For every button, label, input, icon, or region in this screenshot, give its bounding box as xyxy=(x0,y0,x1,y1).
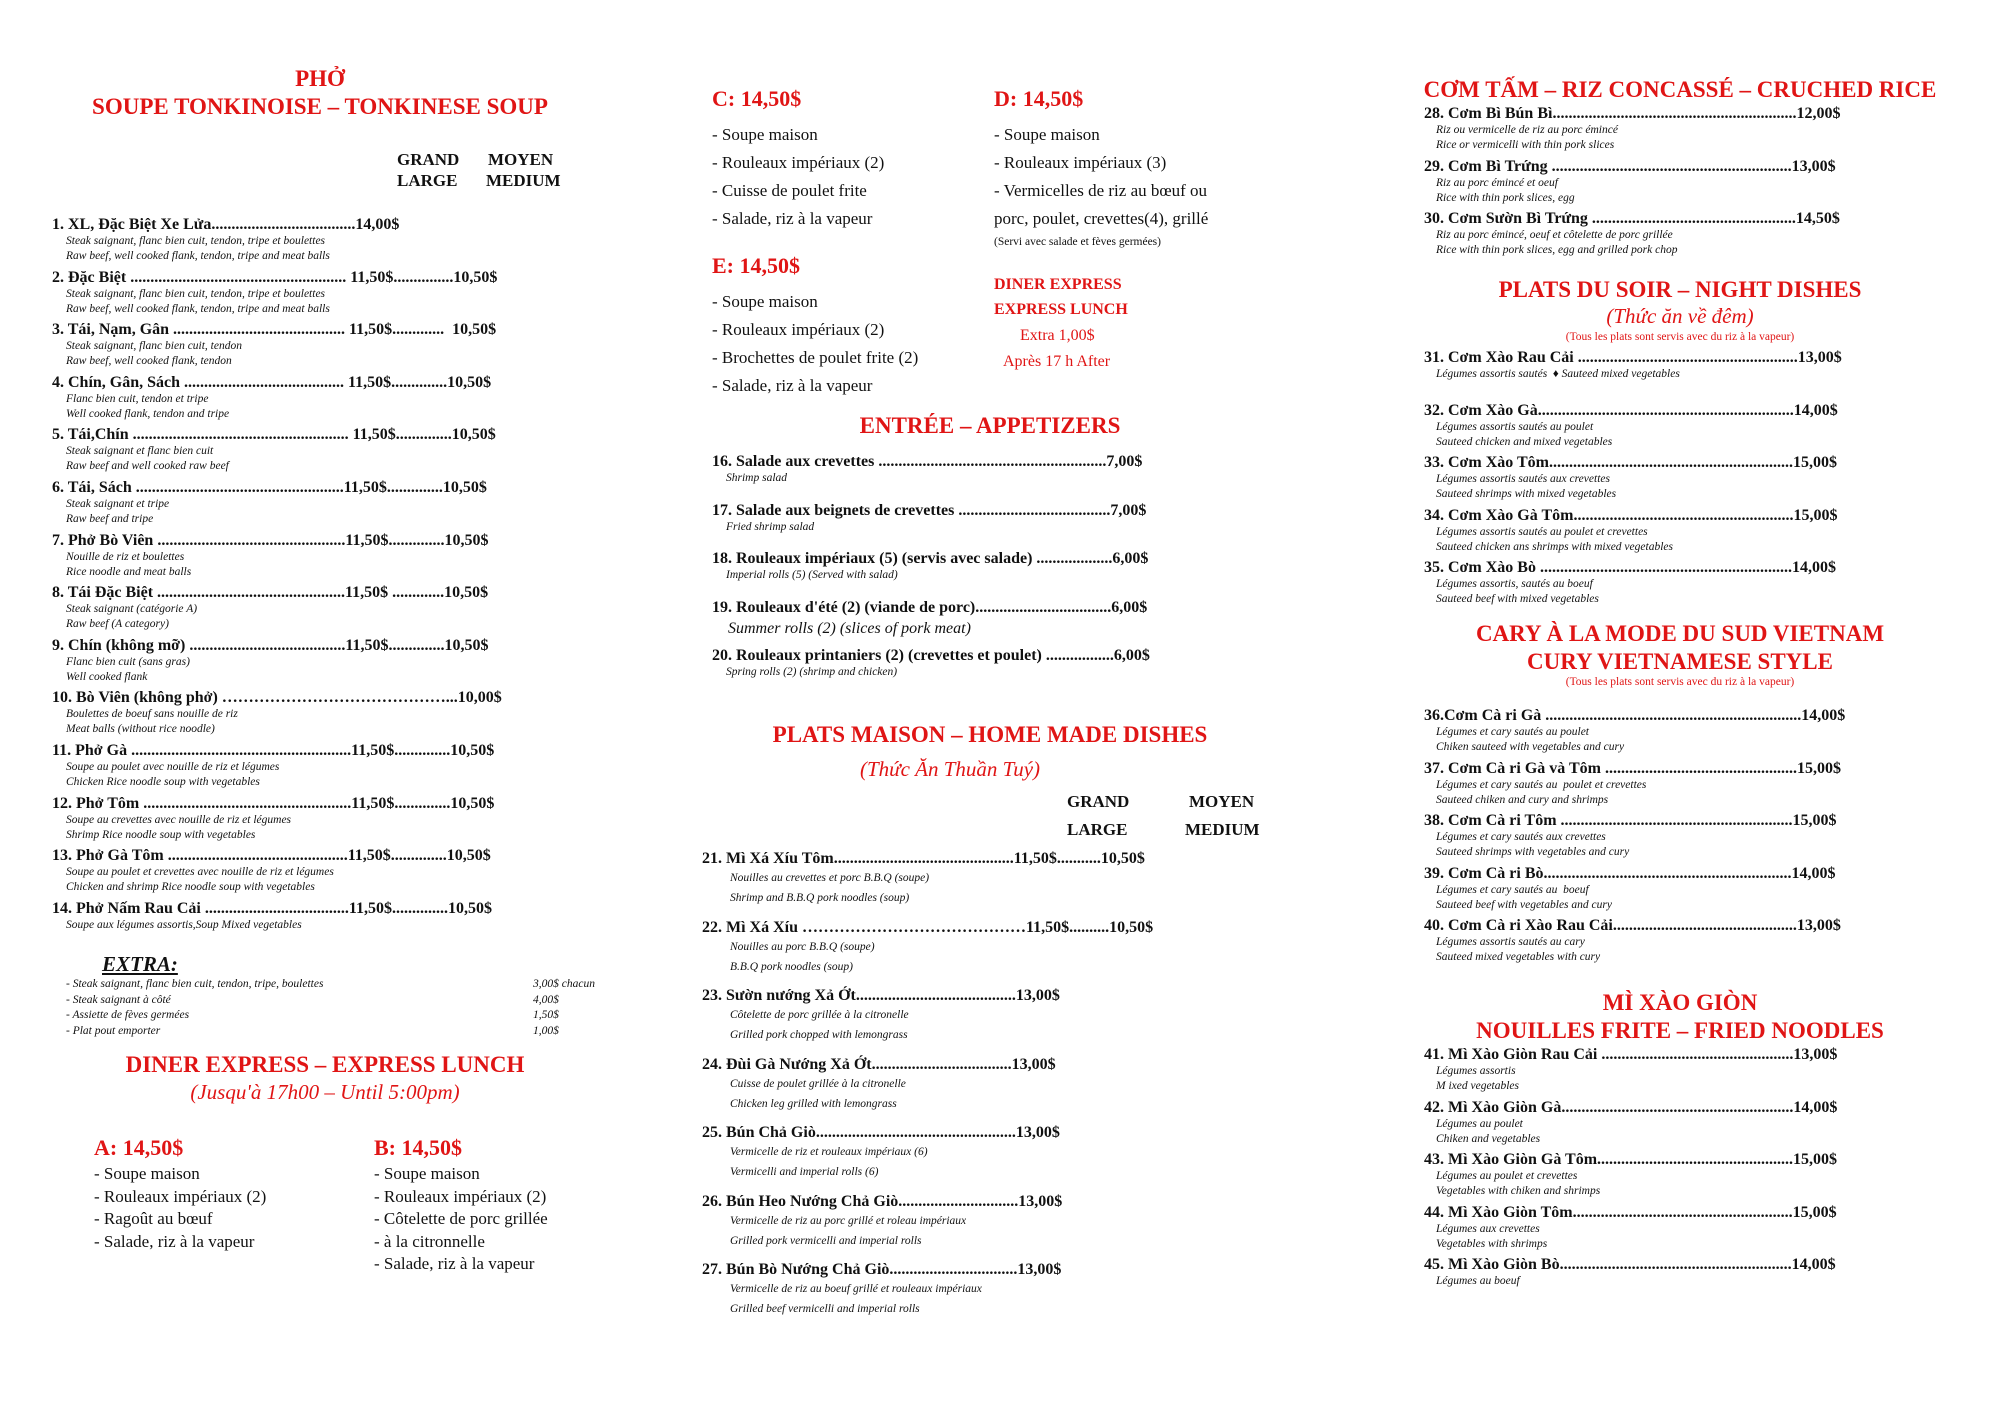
pho-header-moyen: MOYEN xyxy=(488,150,554,169)
menu-item-name-price: 24. Đùi Gà Nướng Xả Ớt...................................13,00$ xyxy=(702,1055,1056,1073)
soir-note: (Tous les plats sont servis avec du riz à la vapeur) xyxy=(1565,331,1795,343)
menu-item-description: Vegetables with shrimps xyxy=(1436,1237,1548,1250)
menu-item xyxy=(1424,864,1984,917)
soir-item-list xyxy=(1424,348,1984,611)
menu-item-description: Steak saignant, flanc bien cuit, tendon, tripe et boulettes xyxy=(66,235,326,247)
menu-item-description: Vermicelle de riz au porc grillé et roleau impériaux xyxy=(730,1214,967,1227)
pho-header-large: LARGE xyxy=(397,171,458,190)
menu-item-description: Flanc bien cuit (sans gras) xyxy=(66,655,190,668)
menu-item-name-price: 6. Tái, Sách ....................................................11,50$..............10,50$ xyxy=(52,478,487,496)
menu-item-name-price: 2. Đặc Biệt ...................................................... 11,50$...............10,50$ xyxy=(52,268,498,286)
menu-item-description: Raw beef, well cooked flank, tendon, tripe and meat balls xyxy=(66,250,330,262)
menu-item xyxy=(52,373,612,426)
menu-item-description: Steak saignant (catégorie A) xyxy=(66,603,198,616)
menu-item xyxy=(702,986,1282,1055)
pho-header-grand: GRAND xyxy=(397,150,460,169)
mixao-subtitle: NOUILLES FRITE – FRIED NOODLES xyxy=(1476,1018,1884,1043)
menu-item-name-price: 39. Cơm Cà ri Bò..............................................................14,00$ xyxy=(1424,864,1836,882)
menu-item-name-price: 11. Phở Gà .......................................................11,50$..............10,50$ xyxy=(52,741,495,759)
menu-item-name-price: 20. Rouleaux printaniers (2) (crevettes et poulet) .................6,00$ xyxy=(712,647,1150,664)
entree-item-list xyxy=(712,452,1292,695)
menu-item-description: Imperial rolls (5) (Served with salad) xyxy=(726,569,898,581)
combo-d-list: - Soupe maison - Rouleaux impériaux (3) - Vermicelles de riz au bœuf ou porc, poulet, crevettes(4), grillé xyxy=(994,125,1209,228)
menu-item xyxy=(52,320,612,373)
menu-item-description: Légumes au poulet et crevettes xyxy=(1436,1170,1578,1182)
menu-item-description: Soupe au poulet avec nouille de riz et légumes xyxy=(66,760,280,773)
menu-item xyxy=(702,1260,1282,1329)
menu-item-description: Côtelette de porc grillée à la citronelle xyxy=(730,1009,909,1021)
menu-item-name-price: 45. Mì Xào Giòn Bò..........................................................14,00$ xyxy=(1424,1256,1836,1273)
menu-item-name-price: 30. Cơm Sườn Bì Trứng ...................................................14,50$ xyxy=(1424,210,1840,227)
menu-item xyxy=(1424,558,1984,611)
menu-item-description: Sauteed beef with vegetables and cury xyxy=(1436,898,1612,911)
menu-item-name-price: 19. Rouleaux d'été (2) (viande de porc)..................................6,00$ xyxy=(712,598,1148,616)
menu-item-name-price: 36.Cơm Cà ri Gà ................................................................14,00$ xyxy=(1424,707,1846,724)
menu-item-description: Meat balls (without rice noodle) xyxy=(66,723,215,736)
express-label-fr: DINER EXPRESS xyxy=(994,276,1122,293)
menu-item-name-price: 44. Mì Xào Giòn Tôm.......................................................15,00$ xyxy=(1424,1203,1837,1221)
pho-subtitle: SOUPE TONKINOISE – TONKINESE SOUP xyxy=(92,94,548,119)
menu-item-description: Riz au porc émincé, oeuf et côtelette de porc grillée xyxy=(1436,229,1673,241)
menu-item xyxy=(52,688,612,741)
extra-price: 4,00$ xyxy=(533,993,559,1006)
menu-item-name-price: 28. Cơm Bì Bún Bì.............................................................12,00$ xyxy=(1424,105,1841,122)
entree-title: ENTRÉE – APPETIZERS xyxy=(859,413,1121,438)
menu-item-description: Well cooked flank xyxy=(66,670,148,683)
menu-item xyxy=(1424,104,1984,157)
menu-item xyxy=(702,1123,1282,1192)
menu-item xyxy=(1424,401,1984,454)
pho-title: PHỞ xyxy=(295,66,345,91)
cary-item-list xyxy=(1424,706,1984,969)
menu-item-description: Soupe aux légumes assortis,Soup Mixed vegetables xyxy=(66,918,302,931)
cary-title: CARY À LA MODE DU SUD VIETNAM xyxy=(1475,621,1885,646)
menu-item xyxy=(52,794,612,847)
menu-item-description: Grilled beef vermicelli and imperial rolls xyxy=(730,1303,920,1315)
maison-header-grand: GRAND xyxy=(1067,792,1130,811)
pho-item-list xyxy=(52,215,612,951)
menu-item xyxy=(52,636,612,689)
combo-c-list: - Soupe maison - Rouleaux impériaux (2) - Cuisse de poulet frite - Salade, riz à la vapeur xyxy=(712,125,885,228)
menu-item-name-price: 25. Bún Chả Giò..................................................13,00$ xyxy=(702,1124,1060,1141)
menu-item xyxy=(712,452,1292,501)
maison-subtitle: (Thức Ăn Thuần Tuý) xyxy=(859,757,1041,781)
menu-item-description: Cuisse de poulet grillée à la citronelle xyxy=(730,1077,906,1090)
maison-header-large: LARGE xyxy=(1067,820,1128,839)
menu-item-description: Riz au porc émincé et oeuf xyxy=(1436,176,1558,189)
menu-item-description: Légumes au poulet xyxy=(1436,1117,1523,1130)
menu-item-description: B.B.Q pork noodles (soup) xyxy=(730,960,853,973)
extra-title: EXTRA: xyxy=(102,952,178,976)
extra-row xyxy=(66,977,626,993)
menu-item-description: Shrimp and B.B.Q pork noodles (soup) xyxy=(730,892,910,904)
menu-item-name-price: 14. Phở Nấm Rau Cải ....................................11,50$..............10,50$ xyxy=(52,899,492,917)
diner-title: DINER EXPRESS – EXPRESS LUNCH xyxy=(125,1052,525,1077)
menu-item-description: Rice with thin pork slices, egg xyxy=(1436,191,1575,204)
menu-item-description: Légumes assortis, sautés au boeuf xyxy=(1436,578,1593,590)
menu-item xyxy=(52,215,612,268)
extra-row xyxy=(66,993,626,1009)
menu-item xyxy=(1424,209,1984,262)
menu-item-description: Sauteed beef with mixed vegetables xyxy=(1436,593,1599,605)
menu-item-description: Soupe au poulet et crevettes avec nouille de riz et légumes xyxy=(66,866,334,879)
extra-label: - Steak saignant à côté xyxy=(66,993,171,1006)
menu-item xyxy=(52,268,612,321)
menu-item-description: Légumes assortis sautés aux crevettes xyxy=(1436,473,1610,485)
diner-subtitle: (Jusqu'à 17h00 – Until 5:00pm) xyxy=(190,1080,460,1104)
combo-b-list: - Soupe maison - Rouleaux impériaux (2) - Côtelette de porc grillée - à la citronnelle - Salade, riz à la vapeur xyxy=(374,1164,548,1273)
extra-label: - Assiette de fèves germées xyxy=(66,1009,190,1021)
menu-item-name-price: 29. Cơm Bì Trứng ............................................................13,00$ xyxy=(1424,157,1836,175)
menu-item-name-price: 5. Tái,Chín ...................................................... 11,50$..............10,50$ xyxy=(52,426,496,444)
menu-item-description: Flanc bien cuit, tendon et tripe xyxy=(66,392,209,405)
menu-item-description: M ixed vegetables xyxy=(1436,1080,1520,1092)
menu-item-description: Chicken leg grilled with lemongrass xyxy=(730,1097,897,1110)
extra-label: - Steak saignant, flanc bien cuit, tendon, tripe, boulettes xyxy=(66,978,324,990)
menu-item xyxy=(1424,1203,1984,1256)
menu-item-description: Nouilles au porc B.B.Q (soupe) xyxy=(730,940,875,953)
menu-item xyxy=(712,646,1292,695)
menu-item-description: Légumes et cary sautés au poulet xyxy=(1436,726,1589,738)
menu-item-description: Well cooked flank, tendon and tripe xyxy=(66,407,230,420)
menu-item-description: Sauteed chiken and cury and shrimps xyxy=(1436,793,1609,806)
menu-item-name-price: 34. Cơm Xào Gà Tôm.......................................................15,00$ xyxy=(1424,506,1838,524)
menu-item xyxy=(1424,1255,1984,1308)
menu-item-description: Grilled pork chopped with lemongrass xyxy=(730,1029,908,1041)
menu-item xyxy=(52,583,612,636)
menu-item-description: Légumes au boeuf xyxy=(1436,1275,1520,1287)
soir-subtitle: (Thức ăn về đêm) xyxy=(1606,304,1754,328)
menu-item-description: Steak saignant et tripe xyxy=(66,497,170,510)
menu-item-name-price: 37. Cơm Cà ri Gà và Tôm ................................................15,00$ xyxy=(1424,759,1841,777)
menu-item xyxy=(52,899,612,952)
menu-item-description: Nouilles au crevettes et porc B.B.Q (soupe) xyxy=(730,872,930,884)
menu-item-description: Raw beef and tripe xyxy=(66,512,154,525)
menu-item xyxy=(712,549,1292,598)
menu-item-description: Steak saignant, flanc bien cuit, tendon xyxy=(66,340,242,353)
menu-item-name-price: 12. Phở Tôm ....................................................11,50$..............10,50$ xyxy=(52,794,495,812)
menu-item xyxy=(702,1192,1282,1261)
menu-item-description: Légumes assortis sautés au poulet et crevettes xyxy=(1436,525,1648,538)
menu-item xyxy=(702,1055,1282,1124)
menu-item-description: Légumes aux crevettes xyxy=(1436,1222,1540,1235)
menu-item-name-price: 22. Mì Xá Xíu ……………………………………11,50$..........10,50$ xyxy=(702,918,1154,936)
menu-item xyxy=(52,741,612,794)
menu-item-name-price: 16. Salade aux crevettes .........................................................7,00$ xyxy=(712,453,1143,470)
menu-item-description: Steak saignant et flanc bien cuit xyxy=(66,445,214,458)
combo-e-list: - Soupe maison - Rouleaux impériaux (2) - Brochettes de poulet frite (2) - Salade, riz à la vapeur xyxy=(712,292,919,395)
menu-item-description: Raw beef and well cooked raw beef xyxy=(66,460,229,473)
menu-item-name-price: 42. Mì Xào Giòn Gà..........................................................14,00$ xyxy=(1424,1098,1838,1116)
menu-item-description: Sauteed mixed vegetables with cury xyxy=(1436,951,1601,963)
menu-item-name-price: 43. Mì Xào Giòn Gà Tôm.................................................15,00$ xyxy=(1424,1151,1838,1168)
express-extra-price: Extra 1,00$ xyxy=(1020,327,1095,344)
menu-item-description: Chicken and shrimp Rice noodle soup with vegetables xyxy=(66,881,315,894)
menu-item xyxy=(52,846,612,899)
combo-e-title: E: 14,50$ xyxy=(712,253,800,278)
menu-item-name-price: 8. Tái Đặc Biệt ...............................................11,50$ .............10,50$ xyxy=(52,584,489,602)
extra-price: 1,50$ xyxy=(533,1009,559,1021)
menu-item-description: Légumes et cary sautés au boeuf xyxy=(1436,883,1589,896)
menu-item-description: Légumes et cary sautés au poulet et crevettes xyxy=(1436,778,1647,791)
combo-d-note: (Servi avec salade et fèves germées) xyxy=(994,236,1161,248)
mixao-item-list xyxy=(1424,1045,1984,1308)
menu-item xyxy=(712,501,1292,550)
menu-item-name-price: 38. Cơm Cà ri Tôm ..........................................................15,00$ xyxy=(1424,812,1837,829)
maison-item-list xyxy=(702,849,1282,1329)
menu-item-description: Steak saignant, flanc bien cuit, tendon, tripe et boulettes xyxy=(66,287,326,300)
combo-b-title: B: 14,50$ xyxy=(374,1135,462,1160)
menu-item-description: Sauteed shrimps with vegetables and cury xyxy=(1436,846,1630,858)
menu-item-description: Chiken sauteed with vegetables and cury xyxy=(1436,741,1625,753)
menu-item xyxy=(1424,706,1984,759)
menu-item-name-price: 27. Bún Bò Nướng Chả Giò................................13,00$ xyxy=(702,1261,1062,1278)
menu-item-name-price: 33. Cơm Xào Tôm.............................................................15,00$ xyxy=(1424,454,1838,471)
combo-d-title: D: 14,50$ xyxy=(994,86,1084,111)
menu-item xyxy=(1424,348,1984,401)
menu-item xyxy=(1424,157,1984,210)
menu-item-name-price: 17. Salade aux beignets de crevettes ......................................7,00$ xyxy=(712,501,1147,519)
menu-item-name-price: 26. Bún Heo Nướng Chả Giò..............................13,00$ xyxy=(702,1192,1063,1210)
express-after-hours: Après 17 h After xyxy=(1003,353,1111,370)
menu-item-description: Grilled pork vermicelli and imperial rolls xyxy=(730,1234,922,1247)
menu-item-name-price: 7. Phở Bò Viên ...............................................11,50$..............10,50$ xyxy=(52,531,489,549)
menu-item-name-price: 35. Cơm Xào Bò ...............................................................14,00$ xyxy=(1424,559,1836,576)
menu-item-description: Shrimp salad xyxy=(726,472,788,484)
menu-item-name-price: 9. Chín (không mỡ) .......................................11,50$..............10,50$ xyxy=(52,636,489,654)
extra-label: - Plat pout emporter xyxy=(66,1024,161,1037)
menu-item-description: Boulettes de boeuf sans nouille de riz xyxy=(66,708,238,721)
menu-item-description: Rice or vermicelli with thin pork slices xyxy=(1436,139,1615,151)
menu-item-description: Vegetables with chiken and shrimps xyxy=(1436,1185,1601,1197)
menu-item xyxy=(1424,811,1984,864)
menu-item xyxy=(1424,759,1984,812)
menu-item-description: Raw beef, well cooked flank, tendon xyxy=(66,355,232,368)
menu-item-description: Sauteed shrimps with mixed vegetables xyxy=(1436,488,1617,500)
menu-item xyxy=(52,531,612,584)
menu-item xyxy=(52,425,612,478)
menu-item-name-price: 31. Cơm Xào Rau Cải .......................................................13,00$ xyxy=(1424,349,1842,366)
menu-item-description: Sauteed chicken and mixed vegetables xyxy=(1436,435,1613,448)
menu-item-name-price: 32. Cơm Xào Gà................................................................14,00$ xyxy=(1424,401,1838,419)
menu-item-description: Légumes assortis sautés ♦ Sauteed mixed vegetables xyxy=(1436,368,1680,380)
combo-c-title: C: 14,50$ xyxy=(712,86,802,111)
menu-item-description: Légumes assortis sautés au poulet xyxy=(1436,420,1594,433)
menu-item xyxy=(1424,1150,1984,1203)
menu-item-description: Shrimp Rice noodle soup with vegetables xyxy=(66,828,256,841)
menu-item-description: Raw beef, well cooked flank, tendon, tripe and meat balls xyxy=(66,302,330,315)
combo-a-title: A: 14,50$ xyxy=(94,1135,184,1160)
menu-item-description: Nouille de riz et boulettes xyxy=(66,550,185,563)
menu-item-description: Rice noodle and meat balls xyxy=(66,565,192,578)
menu-item-name-price: 23. Sườn nướng Xả Ớt........................................13,00$ xyxy=(702,987,1060,1004)
cary-note: (Tous les plats sont servis avec du riz à la vapeur) xyxy=(1565,676,1795,688)
menu-item xyxy=(1424,1045,1984,1098)
express-label-en: EXPRESS LUNCH xyxy=(994,301,1128,318)
comtam-title: CƠM TẤM – RIZ CONCASSÉ – CRUCHED RICE xyxy=(1423,77,1937,102)
menu-item-description: Légumes et cary sautés aux crevettes xyxy=(1436,831,1606,843)
menu-item xyxy=(1424,506,1984,559)
menu-item-name-price: 18. Rouleaux impériaux (5) (servis avec salade) ...................6,00$ xyxy=(712,550,1149,567)
menu-item-description: Fried shrimp salad xyxy=(726,520,815,533)
menu-item-name-price: 41. Mì Xào Giòn Rau Cải ................................................13,00$ xyxy=(1424,1046,1838,1063)
menu-item-description: Rice with thin pork slices, egg and grilled pork chop xyxy=(1436,244,1678,256)
maison-title: PLATS MAISON – HOME MADE DISHES xyxy=(772,722,1208,747)
extra-row xyxy=(66,1008,626,1024)
menu-item-description: Légumes assortis xyxy=(1436,1065,1516,1077)
menu-item xyxy=(712,598,1292,647)
menu-item-description: Soupe au crevettes avec nouille de riz et légumes xyxy=(66,813,292,826)
menu-item-description: Vermicelli and imperial rolls (6) xyxy=(730,1166,879,1178)
menu-item-name-price: 3. Tái, Nạm, Gân ........................................... 11,50$............. 10,50$ xyxy=(52,321,497,339)
extra-price: 1,00$ xyxy=(533,1024,559,1037)
menu-item xyxy=(52,478,612,531)
menu-item xyxy=(702,849,1282,918)
menu-item-description: Chiken and vegetables xyxy=(1436,1132,1541,1145)
menu-item xyxy=(1424,1098,1984,1151)
cary-subtitle: CURY VIETNAMESE STYLE xyxy=(1527,649,1833,674)
menu-item-description: Spring rolls (2) (shrimp and chicken) xyxy=(726,666,898,678)
extra-price: 3,00$ chacun xyxy=(533,978,595,990)
menu-item-description: Raw beef (A category) xyxy=(66,618,169,631)
menu-item-name-price: 4. Chín, Gân, Sách ........................................ 11,50$..............10,50$ xyxy=(52,373,492,391)
menu-item-description: Summer rolls (2) (slices of pork meat) xyxy=(728,619,971,637)
menu-item-description: Légumes assortis sautés au cary xyxy=(1436,936,1585,948)
extra-row xyxy=(66,1024,626,1040)
soir-title: PLATS DU SOIR – NIGHT DISHES xyxy=(1498,277,1862,302)
pho-header-medium: MEDIUM xyxy=(486,171,561,190)
menu-item-description: Sauteed chicken ans shrimps with mixed vegetables xyxy=(1436,540,1673,553)
menu-item-name-price: 40. Cơm Cà ri Xào Rau Cải..............................................13,00$ xyxy=(1424,917,1841,934)
menu-item-description: Vermicelle de riz et rouleaux impériaux (6) xyxy=(730,1146,928,1158)
menu-item-description: Vermicelle de riz au boeuf grillé et rouleaux impériaux xyxy=(730,1283,982,1295)
maison-header-moyen: MOYEN xyxy=(1189,792,1255,811)
menu-item-name-price: 1. XL, Đặc Biệt Xe Lửa....................................14,00$ xyxy=(52,216,400,233)
comtam-item-list xyxy=(1424,104,1984,262)
extra-list xyxy=(66,977,626,1039)
menu-item xyxy=(702,918,1282,987)
mixao-title: MÌ XÀO GIÒN xyxy=(1602,990,1758,1015)
menu-item-name-price: 10. Bò Viên (không phở) ……………………………………...10,00$ xyxy=(52,689,502,707)
maison-header-medium: MEDIUM xyxy=(1185,820,1260,839)
combo-a-list: - Soupe maison - Rouleaux impériaux (2) - Ragoût au bœuf - Salade, riz à la vapeur xyxy=(94,1164,267,1251)
menu-item-description: Chicken Rice noodle soup with vegetables xyxy=(66,775,260,788)
menu-item xyxy=(1424,453,1984,506)
menu-item-name-price: 21. Mì Xá Xíu Tôm.............................................11,50$...........10,50$ xyxy=(702,850,1145,867)
menu-item-description: Riz ou vermicelle de riz au porc émincé xyxy=(1436,124,1618,136)
menu-item xyxy=(1424,916,1984,969)
menu-item-name-price: 13. Phở Gà Tôm .............................................11,50$..............10,50$ xyxy=(52,847,491,865)
